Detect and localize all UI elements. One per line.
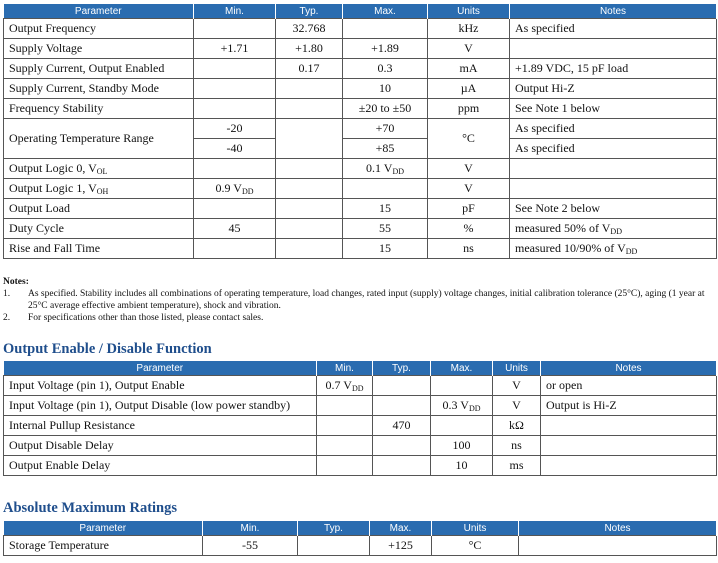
header-units: Units xyxy=(428,4,510,19)
min-cell xyxy=(317,396,373,416)
notes-cell xyxy=(510,159,717,179)
param-text: Output Logic 0, V xyxy=(9,161,97,175)
min-cell xyxy=(194,19,276,39)
header-max: Max. xyxy=(431,361,493,376)
typ-cell xyxy=(373,376,431,396)
typ-cell xyxy=(276,179,343,199)
min-cell xyxy=(194,179,276,199)
typ-cell: 470 xyxy=(373,416,431,436)
note-number: 2. xyxy=(3,313,11,323)
min-cell xyxy=(317,376,373,396)
notes-cell xyxy=(510,239,717,259)
units-cell: mA xyxy=(428,59,510,79)
units-cell: kHz xyxy=(428,19,510,39)
max-cell: 100 xyxy=(431,436,493,456)
param-cell: Operating Temperature Range xyxy=(4,119,194,159)
header-min: Min. xyxy=(317,361,373,376)
typ-cell xyxy=(276,199,343,219)
note-text: For specifications other than those listed, please contact sales. xyxy=(28,313,264,323)
max-cell xyxy=(343,159,428,179)
max-cell: 15 xyxy=(343,199,428,219)
param-cell: Duty Cycle xyxy=(4,219,194,239)
typ-cell xyxy=(276,119,343,159)
min-text: 0.7 V xyxy=(325,378,352,392)
header-parameter: Parameter xyxy=(4,361,317,376)
min-cell xyxy=(194,239,276,259)
param-cell: Output Load xyxy=(4,199,194,219)
notes-cell: As specified xyxy=(510,119,717,139)
table-row xyxy=(4,436,717,456)
header-units: Units xyxy=(432,521,519,536)
max-subscript: DD xyxy=(392,167,404,176)
param-cell: Supply Current, Standby Mode xyxy=(4,79,194,99)
note-text: As specified. Stability includes all combinations of operating temperature, load changes, rated input (supply) voltage changes, initial calibration tolerance (25°C), aging (1 year at 25°C average effective ambient temperature), shock and vibration. xyxy=(28,289,705,311)
header-typ: Typ. xyxy=(298,521,370,536)
header-min: Min. xyxy=(203,521,298,536)
units-cell: V xyxy=(428,159,510,179)
table-header-row xyxy=(4,4,717,19)
min-cell xyxy=(194,59,276,79)
notes-title: Notes: xyxy=(3,277,29,287)
notes-cell xyxy=(510,219,717,239)
min-cell: -40 xyxy=(194,139,276,159)
param-cell xyxy=(4,159,194,179)
units-cell: ns xyxy=(493,436,541,456)
notes-cell: or open xyxy=(541,376,717,396)
max-subscript: DD xyxy=(468,404,481,413)
param-cell: Output Frequency xyxy=(4,19,194,39)
header-typ: Typ. xyxy=(276,4,343,19)
notes-cell: Output Hi-Z xyxy=(510,79,717,99)
min-text: 0.9 V xyxy=(215,181,242,195)
min-cell: +1.71 xyxy=(194,39,276,59)
min-cell xyxy=(194,159,276,179)
param-cell: Output Disable Delay xyxy=(4,436,317,456)
min-subscript: DD xyxy=(241,187,254,196)
typ-cell: 32.768 xyxy=(276,19,343,39)
param-subscript: OH xyxy=(96,187,109,196)
units-cell: V xyxy=(493,396,541,416)
units-cell: % xyxy=(428,219,510,239)
table-row xyxy=(4,179,717,199)
typ-cell xyxy=(276,239,343,259)
notes-cell: As specified xyxy=(510,19,717,39)
typ-cell xyxy=(276,219,343,239)
table-row xyxy=(4,416,717,436)
table-row xyxy=(4,219,717,239)
typ-cell xyxy=(276,99,343,119)
typ-cell xyxy=(276,79,343,99)
table-row xyxy=(4,396,717,416)
notes-text: measured 10/90% of V xyxy=(515,241,626,255)
header-units: Units xyxy=(493,361,541,376)
table-row xyxy=(4,99,717,119)
max-text: 0.3 V xyxy=(442,398,469,412)
enable-disable-table xyxy=(3,361,717,476)
table-row xyxy=(4,456,717,476)
param-cell: Supply Voltage xyxy=(4,39,194,59)
notes-cell: As specified xyxy=(510,139,717,159)
param-subscript: OL xyxy=(96,167,108,176)
max-cell: 55 xyxy=(343,219,428,239)
notes-cell: See Note 2 below xyxy=(510,199,717,219)
notes-cell xyxy=(541,436,717,456)
note-item xyxy=(3,288,715,312)
notes-subscript: DD xyxy=(610,227,622,236)
notes-block xyxy=(3,276,715,324)
table-header-row xyxy=(4,521,717,536)
units-cell: ppm xyxy=(428,99,510,119)
param-cell: Supply Current, Output Enabled xyxy=(4,59,194,79)
header-parameter: Parameter xyxy=(4,521,203,536)
param-cell: Input Voltage (pin 1), Output Disable (low power standby) xyxy=(4,396,317,416)
param-cell: Internal Pullup Resistance xyxy=(4,416,317,436)
typ-cell: +1.80 xyxy=(276,39,343,59)
header-notes: Notes xyxy=(519,521,717,536)
header-max: Max. xyxy=(370,521,432,536)
header-notes: Notes xyxy=(541,361,717,376)
max-cell: 10 xyxy=(343,79,428,99)
min-cell: -55 xyxy=(203,536,298,556)
typ-cell xyxy=(373,436,431,456)
min-subscript: DD xyxy=(351,384,364,393)
table-row xyxy=(4,119,717,139)
min-cell xyxy=(194,199,276,219)
header-notes: Notes xyxy=(510,4,717,19)
max-cell xyxy=(343,19,428,39)
min-cell xyxy=(317,436,373,456)
table-row xyxy=(4,19,717,39)
max-cell: +1.89 xyxy=(343,39,428,59)
min-cell: 45 xyxy=(194,219,276,239)
max-cell: ±20 to ±50 xyxy=(343,99,428,119)
section-title-absolute-max: Absolute Maximum Ratings xyxy=(3,500,178,516)
header-min: Min. xyxy=(194,4,276,19)
units-cell: pF xyxy=(428,199,510,219)
table-row xyxy=(4,199,717,219)
header-max: Max. xyxy=(343,4,428,19)
notes-cell: See Note 1 below xyxy=(510,99,717,119)
max-cell: 15 xyxy=(343,239,428,259)
max-cell xyxy=(431,376,493,396)
param-cell: Input Voltage (pin 1), Output Enable xyxy=(4,376,317,396)
max-cell: +70 xyxy=(343,119,428,139)
table-row xyxy=(4,376,717,396)
typ-cell xyxy=(276,159,343,179)
notes-cell xyxy=(541,456,717,476)
notes-cell xyxy=(510,39,717,59)
max-text: 0.1 V xyxy=(365,161,393,175)
max-cell xyxy=(431,396,493,416)
specifications-table xyxy=(3,4,717,259)
table-row xyxy=(4,239,717,259)
table-row xyxy=(4,39,717,59)
notes-text: measured 50% of V xyxy=(515,221,611,235)
typ-cell: 0.17 xyxy=(276,59,343,79)
note-item xyxy=(3,312,715,324)
notes-cell: Output is Hi-Z xyxy=(541,396,717,416)
units-cell: ms xyxy=(493,456,541,476)
typ-cell xyxy=(373,456,431,476)
max-cell: 10 xyxy=(431,456,493,476)
table-row xyxy=(4,79,717,99)
notes-subscript: DD xyxy=(625,247,638,256)
absolute-max-table xyxy=(3,521,717,556)
param-cell: Storage Temperature xyxy=(4,536,203,556)
section-title-enable: Output Enable / Disable Function xyxy=(3,341,212,357)
note-number: 1. xyxy=(3,289,11,299)
notes-cell xyxy=(519,536,717,556)
max-cell xyxy=(343,179,428,199)
header-typ: Typ. xyxy=(373,361,431,376)
max-cell: +85 xyxy=(343,139,428,159)
max-cell xyxy=(431,416,493,436)
min-cell xyxy=(194,79,276,99)
notes-cell: +1.89 VDC, 15 pF load xyxy=(510,59,717,79)
units-cell: µA xyxy=(428,79,510,99)
table-row xyxy=(4,536,717,556)
units-cell: °C xyxy=(432,536,519,556)
param-cell: Frequency Stability xyxy=(4,99,194,119)
notes-cell xyxy=(541,416,717,436)
units-cell: kΩ xyxy=(493,416,541,436)
min-cell xyxy=(317,416,373,436)
min-cell xyxy=(317,456,373,476)
units-cell: V xyxy=(493,376,541,396)
param-cell: Rise and Fall Time xyxy=(4,239,194,259)
typ-cell xyxy=(298,536,370,556)
param-cell xyxy=(4,179,194,199)
table-row xyxy=(4,159,717,179)
max-cell: 0.3 xyxy=(343,59,428,79)
units-cell: V xyxy=(428,39,510,59)
units-cell: V xyxy=(428,179,510,199)
units-cell: °C xyxy=(428,119,510,159)
param-cell: Output Enable Delay xyxy=(4,456,317,476)
header-parameter: Parameter xyxy=(4,4,194,19)
min-cell xyxy=(194,99,276,119)
typ-cell xyxy=(373,396,431,416)
table-header-row xyxy=(4,361,717,376)
min-cell: -20 xyxy=(194,119,276,139)
max-cell: +125 xyxy=(370,536,432,556)
notes-cell xyxy=(510,179,717,199)
units-cell: ns xyxy=(428,239,510,259)
param-text: Output Logic 1, V xyxy=(9,181,97,195)
table-row xyxy=(4,59,717,79)
